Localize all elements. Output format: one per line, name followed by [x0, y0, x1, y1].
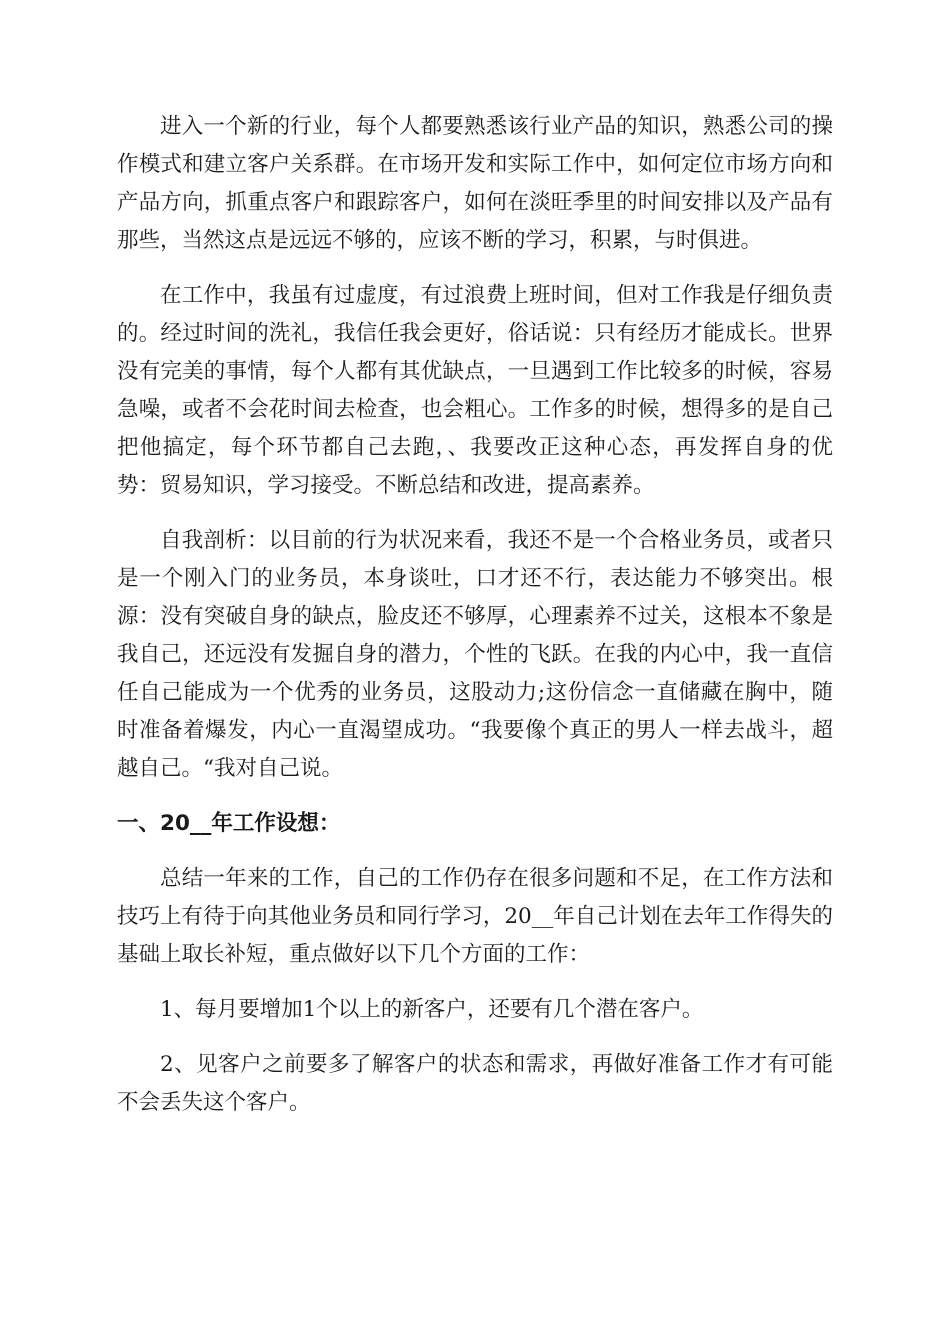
paragraph-plan-intro: 总结一年来的工作，自己的工作仍存在很多问题和不足，在工作方法和技巧上有待于向其他业务员和同行学习，20__年自己计划在去年工作得失的基础上取长补短，重点做好以下几个方面的工作： [117, 866, 833, 967]
paragraph-industry-knowledge: 进入一个新的行业，每个人都要熟悉该行业产品的知识，熟悉公司的操作模式和建立客户关系群。在市场开发和实际工作中，如何定位市场方向和产品方向，抓重点客户和跟踪客户，如何在淡旺季里的时间安排以及产品有那些，当然这点是远远不够的，应该不断的学习，积累，与时俱进。 [117, 114, 833, 253]
paragraph-work-attitude: 在工作中，我虽有过虚度，有过浪费上班时间，但对工作我是仔细负责的。经过时间的洗礼，我信任我会更好，俗话说：只有经历才能成长。世界没有完美的事情，每个人都有其优缺点，一旦遇到工作比较多的时候，容易急噪，或者不会花时间去检查，也会粗心。工作多的时候，想得多的是自己把他搞定，每个环节都自己去跑，、我要改正这种心态，再发挥自身的优势：贸易知识，学习接受。不断总结和改进，提高素养。 [117, 283, 833, 498]
paragraph-self-analysis: 自我剖析：以目前的行为状况来看，我还不是一个合格业务员，或者只是一个刚入门的业务员，本身谈吐，口才还不行，表达能力不够突出。根源：没有突破自身的缺点，脸皮还不够厚，心理素养不过关，这根本不象是我自己，还远没有发掘自身的潜力，个性的飞跃。在我的内心中，我一直信任自己能成为一个优秀的业务员，这股动力;这份信念一直储藏在胸中，随时准备着爆发，内心一直渴望成功。“我要像个真正的男人一样去战斗，超越自己。“我对自己说。 [117, 528, 833, 781]
section-heading-work-plan: 一、20__年工作设想： [117, 811, 341, 836]
list-item-client-preparation: 2、见客户之前要多了解客户的状态和需求，再做好准备工作才有可能不会丢失这个客户。 [117, 1052, 833, 1115]
document-page [117, 108, 833, 1122]
list-item-new-clients: 1、每月要增加1个以上的新客户，还要有几个潜在客户。 [160, 997, 704, 1022]
